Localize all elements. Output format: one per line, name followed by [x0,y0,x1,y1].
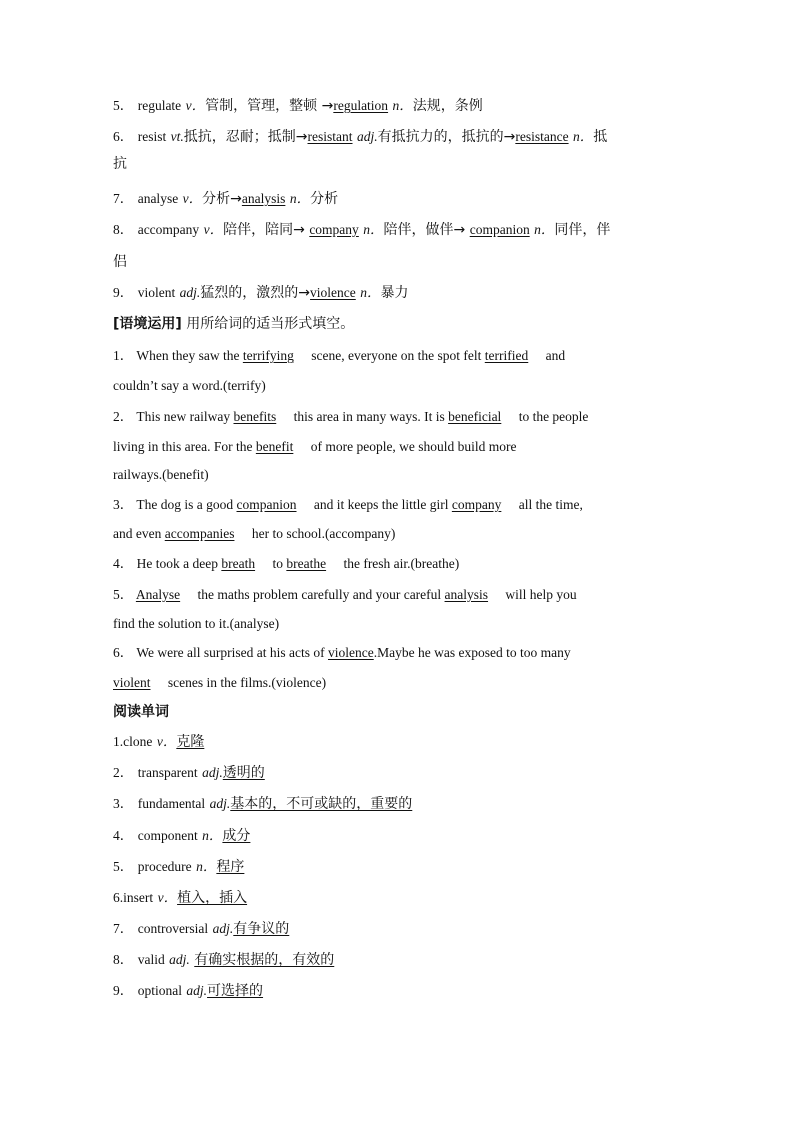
reading-word-4 [113,826,250,846]
derived-word: resistant [307,129,353,144]
meaning: 管制，管理，整顿 [205,98,318,114]
part-of-speech: v． [203,222,224,237]
derived-word: company [309,222,359,237]
vocab-word: transparent [137,765,198,780]
answer-blank: company [451,497,502,512]
part-of-speech: n． [534,222,555,237]
item-number: 9． [113,285,134,300]
answer-blank: violence [328,645,374,660]
part-of-speech: v． [185,98,206,113]
arrow: → [321,98,334,114]
part-of-speech: vt. [170,129,184,144]
vocab-item-9 [113,283,408,303]
derived-word: analysis [241,191,286,206]
instruction-text: 用所给词的适当形式填空。 [186,316,355,332]
part-of-speech: v． [156,734,177,749]
part-of-speech: n． [392,98,413,113]
exercise-2-cont [113,437,517,457]
meaning: 陪伴，做伴→ [383,222,466,238]
vocab-word: optional [137,983,182,998]
sentence-text: the fresh air.(breathe) [343,556,460,571]
part-of-speech: adj. [179,285,201,300]
sentence-text: and [545,348,566,363]
reading-word-3 [113,794,412,814]
vocab-word: violent [137,285,176,300]
answer-blank: beneficial [448,409,502,424]
exercise-3-cont [113,524,395,544]
vocab-word: regulate [137,98,182,113]
part-of-speech: n． [360,285,381,300]
context-usage-header [113,314,354,334]
vocab-item-6 [113,127,607,147]
meaning: 分析 [310,191,339,207]
sentence-text: will help you [505,587,577,602]
item-number: 7． [113,191,134,206]
derived-word: companion [469,222,530,237]
derived-word: regulation [333,98,389,113]
reading-word-9 [113,981,263,1001]
vocab-word: fundamental [137,796,206,811]
vocab-word: clone [123,734,153,749]
sentence-text: We were all surprised at his acts of [136,645,325,660]
vocab-item-8-cont: 侣 [113,254,127,270]
part-of-speech: n． [196,859,217,874]
vocab-word: analyse [137,191,179,206]
sentence-text: her to school.(accompany) [251,526,396,541]
meaning: 有确实根据的，有效的 [194,952,335,968]
reading-word-2 [113,763,265,783]
meaning: 抵抗，忍耐；抵制→ [183,129,308,145]
exercise-6-cont [113,673,326,693]
answer-blank: breathe [286,556,327,571]
part-of-speech: n． [202,828,223,843]
sentence-text: and it keeps the little girl [313,497,449,512]
exercise-5-cont: find the solution to it.(analyse) [113,616,280,631]
part-of-speech: v． [157,890,178,905]
sentence-text: .Maybe he was exposed to too many [373,645,571,660]
vocab-word: valid [137,952,165,967]
exercise-1-cont: couldn’t say a word.(terrify) [113,378,266,393]
vocab-word: component [137,828,198,843]
item-number: 6． [113,129,134,144]
exercise-6 [113,643,571,663]
meaning: 有争议的 [233,921,290,937]
item-number: 7． [113,921,134,936]
item-number: 8． [113,952,134,967]
answer-blank: analysis [444,587,489,602]
sentence-text: scenes in the films.(violence) [167,675,327,690]
meaning: 有抵抗力的，抵抗的→ [377,129,516,145]
part-of-speech: adj. [186,983,208,998]
sentence-text: He took a deep [136,556,218,571]
item-number: 5． [113,98,134,113]
meaning: 透明的 [222,765,265,781]
sentence-text: this area in many ways. It is [293,409,445,424]
section-label: [语境运用] [113,316,182,332]
item-number: 6． [113,645,134,660]
item-number: 3． [113,796,134,811]
item-number: 4． [113,556,134,571]
exercise-1 [113,346,565,366]
vocab-item-5 [113,96,483,116]
meaning: 猛烈的，激烈的→ [200,285,311,301]
vocab-item-6-cont: 抗 [113,156,127,172]
sentence-text: scene, everyone on the spot felt [311,348,482,363]
meaning: 植入，插入 [177,890,248,906]
sentence-text: the maths problem carefully and your careful [197,587,442,602]
reading-word-7 [113,919,289,939]
sentence-text: and even [113,526,162,541]
exercise-3 [113,495,583,515]
reading-words-header: 阅读单词 [113,704,169,720]
part-of-speech: adj. [356,129,378,144]
item-number: 3． [113,497,134,512]
vocab-word: procedure [137,859,192,874]
item-number: 6. [113,890,124,905]
meaning: 陪伴，陪同→ [223,222,305,238]
item-number: 8． [113,222,134,237]
sentence-text: to [272,556,283,571]
part-of-speech: n． [573,129,594,144]
reading-word-6 [113,888,247,908]
answer-blank: benefit [255,439,294,454]
sentence-text: When they saw the [136,348,240,363]
reading-word-1 [113,732,204,752]
part-of-speech: n． [363,222,384,237]
sentence-text: The dog is a good [136,497,234,512]
reading-word-5 [113,857,244,877]
derived-word: violence [310,285,356,300]
answer-blank: companion [236,497,297,512]
item-number: 2． [113,765,134,780]
meaning: 法规，条例 [412,98,483,114]
answer-blank: breath [221,556,256,571]
meaning: 可选择的 [207,983,264,999]
answer-blank: violent [113,675,151,690]
meaning: 程序 [216,859,245,875]
exercise-2 [113,407,588,427]
answer-blank: terrifying [242,348,294,363]
part-of-speech: adj. [212,921,234,936]
meaning: 暴力 [380,285,409,301]
part-of-speech: adj. [209,796,231,811]
meaning: 分析→ [202,191,242,207]
item-number: 9． [113,983,134,998]
sentence-text: living in this area. For the [113,439,253,454]
answer-blank: accompanies [164,526,235,541]
answer-blank: Analyse [135,587,181,602]
exercise-2-cont2: railways.(benefit) [113,467,209,482]
item-number: 5． [113,859,134,874]
sentence-text: to the people [518,409,589,424]
part-of-speech: adj. [202,765,223,780]
vocab-word: resist [137,129,167,144]
vocab-word: controversial [137,921,209,936]
derived-word: resistance [515,129,569,144]
vocab-item-7 [113,189,338,209]
item-number: 5． [113,587,134,602]
exercise-5 [113,585,577,605]
meaning: 抵 [593,129,608,145]
meaning: 基本的，不可或缺的，重要的 [230,796,413,812]
item-number: 4． [113,828,134,843]
answer-blank: terrified [484,348,529,363]
meaning: 同伴，伴 [554,222,611,238]
sentence-text: of more people, we should build more [310,439,517,454]
meaning: 克隆 [176,734,205,750]
reading-word-8 [113,950,334,970]
part-of-speech: v． [182,191,203,206]
vocab-word: accompany [137,222,200,237]
vocab-item-8 [113,220,610,240]
meaning: 成分 [222,828,251,844]
answer-blank: benefits [233,409,277,424]
vocab-word: insert [123,890,154,905]
part-of-speech: n． [289,191,311,206]
part-of-speech: adj. [169,952,190,967]
item-number: 2． [113,409,134,424]
item-number: 1. [113,734,124,749]
item-number: 1． [113,348,134,363]
sentence-text: all the time, [518,497,583,512]
sentence-text: This new railway [136,409,231,424]
exercise-4 [113,554,459,574]
